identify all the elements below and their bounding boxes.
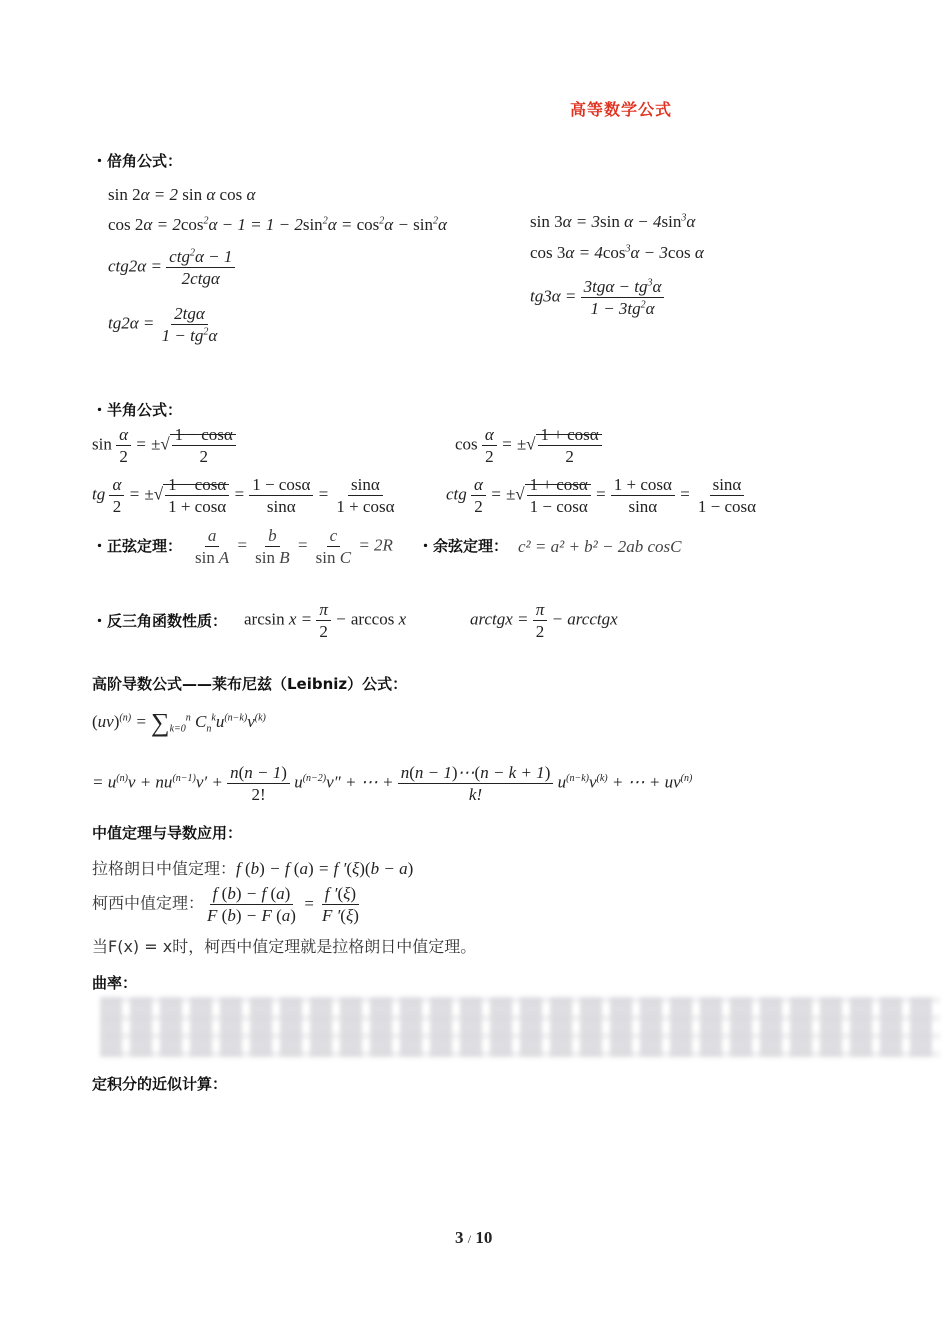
- formula-sine-law: $\frac{a}{\text{sin A}}$ = $\frac{b}{\text{sin B}}$ = $\frac{c}{\text{sin C}}$ = 2R: [195, 526, 393, 568]
- section-curvature: 曲率：: [92, 974, 138, 992]
- mean-value-note: [92, 934, 476, 957]
- section-integral: 定积分的近似计算：: [92, 1075, 228, 1093]
- formula-arctg: arctgx = $\frac{\pi}{2}$ − arcctgx: [470, 600, 618, 642]
- document-title: 高等数学公式: [570, 100, 673, 119]
- page-sep: /: [467, 1232, 472, 1246]
- section-half-angle: ・半角公式：: [92, 401, 183, 419]
- formula-tg2a: tg2α = $\frac{\text{2tgα}}{1 - tg^2\alpha}$: [108, 304, 218, 346]
- formula-cos-half: cos $\frac{\alpha}{2}$ = ±√ $\frac{1 + \cos\alpha}{2}$: [455, 424, 602, 468]
- section-leibniz: 高阶导数公式——莱布尼兹（Leibniz）公式：: [92, 675, 408, 693]
- formula-tg-half: tg $\frac{\alpha}{2}$ = ±√ $\frac{1 - \cos\alpha}{1 + \cos\alpha}$ = $\frac{1 - \cos\alpha}{\sin\alpha}$ = $\frac{\sin\alpha}{1 + \cos\alpha}$: [92, 475, 395, 517]
- obscured-content: [100, 997, 940, 1057]
- cauchy-label: 柯西中值定理：: [92, 893, 205, 913]
- formula-tg3a: tg3α = $\frac{3tg\alpha - tg^3\alpha}{1 - 3tg^2\alpha}$: [530, 276, 664, 320]
- formula-ctg-half: ctg $\frac{\alpha}{2}$ = ±√ $\frac{1 + \cos\alpha}{1 - \cos\alpha}$ = $\frac{1 + \cos\alpha}{\sin\alpha}$ = $\frac{\sin\alpha}{1 - \cos\alpha}$: [446, 475, 757, 517]
- formula-leibniz-expansion: = $u^{(n)}v + nu^{(n-1)}v'$ + $\frac{n(n - 1)}{2!}$ $u^{(n-2)}v''$ + ⋯ + $\frac{n(n - 1)\cdots(n - k + 1)}{k!}$ $u^{(n-k)}v^{(k)}$ + ⋯ + $uv^{(n)}$: [92, 763, 693, 805]
- formula-cos2a: $\cos 2\alpha = 2\cos^2\alpha - 1 = 1 - 2\sin^2\alpha = \cos^2\alpha - \sin^2\alpha$: [108, 215, 447, 234]
- page-number: [455, 1228, 492, 1248]
- cauchy-theorem: 柯西中值定理： $\frac{f (b) - f (a)}{F (b) - F (a)}$ = $\frac{f '(\xi)}{F '(\xi)}$: [92, 884, 359, 926]
- lagrange-label: 拉格朗日中值定理：: [92, 859, 237, 878]
- page-total: 10: [475, 1228, 493, 1247]
- section-inverse-trig: ・反三角函数性质：: [92, 612, 228, 630]
- note-text: 柯西中值定理就是拉格朗日中值定理。: [204, 937, 477, 956]
- note-prefix: 当F(x) = x时，: [92, 937, 205, 956]
- formula-cos3a: $\cos 3\alpha = 4\cos^3\alpha - 3\cos$ α: [530, 243, 704, 262]
- formula-leibniz-sum: $(uv)^{(n)} = \sum_{k=0}^n$ $C_n^ku^{(n-k)}v^{(k)}$: [92, 708, 266, 737]
- page-current: 3: [455, 1228, 464, 1247]
- lagrange-theorem: 拉格朗日中值定理：f (b) − f (a) = f ′(ξ)(b − a): [92, 859, 414, 878]
- formula-sin-half: sin $\frac{\alpha}{2}$ = ±√ $\frac{1 - \cos\alpha}{2}$: [92, 424, 236, 468]
- section-sine-law: ・正弦定理：: [92, 537, 183, 555]
- formula-ctg2a: ctg2α = $\frac{ctg^2\alpha - 1}{\text{2ctgα}}$: [108, 246, 235, 290]
- formula-cosine-law: c² = a² + b² − 2ab cosC: [518, 537, 682, 556]
- formula-arcsin: arcsin x = $\frac{\pi}{2}$ − arccos x: [244, 600, 407, 642]
- section-mean-value: 中值定理与导数应用：: [92, 824, 243, 842]
- section-double-angle: ・倍角公式：: [92, 152, 183, 170]
- formula-sin2a: sin 2α = 2 sin α cos α: [108, 185, 256, 204]
- formula-sin3a: sin 3α = 3sin $\alpha - 4\sin^3\alpha$: [530, 212, 696, 231]
- section-cosine-law: ・余弦定理：: [418, 537, 509, 555]
